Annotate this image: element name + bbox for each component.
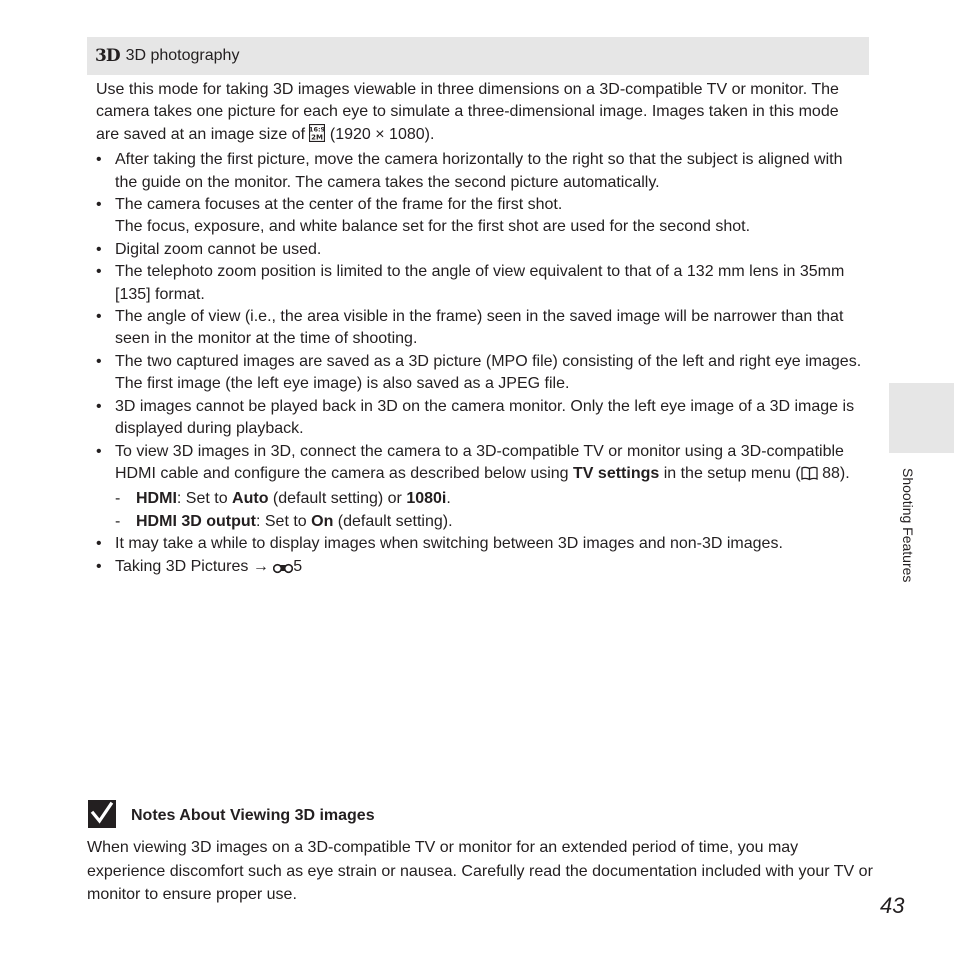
setting-name: HDMI 3D output	[136, 512, 256, 530]
page-number: 43	[880, 893, 905, 918]
sub-list-item	[115, 511, 862, 533]
list-item	[96, 556, 862, 581]
section-tab	[889, 383, 954, 453]
intro-text-1: Use this mode for taking 3D images viewable in three dimensions on a 3D-compatible TV or monitor. The camera takes one picture for each eye to simulate a three-dimensional image. Images taken in this mode are saved at an image size of	[96, 81, 839, 143]
list-item: • The two captured images are saved as a 3D picture (MPO file) consisting of the left and right eye images. The first image (the left eye image) is also saved as a JPEG file.	[96, 351, 862, 396]
list-item: • It may take a while to display images when switching between 3D images and non-3D images.	[96, 533, 862, 555]
sub-list	[115, 488, 862, 533]
setting-text: (default setting) or	[268, 490, 407, 508]
body-content	[96, 79, 862, 581]
setting-value: 1080i	[406, 490, 447, 508]
setting-value: On	[311, 512, 334, 530]
list-item	[96, 441, 862, 534]
svg-text:2M: 2M	[311, 133, 324, 142]
list-item-text: To view 3D images in 3D, connect the camera to a 3D-compatible TV or monitor using a 3D-compatible HDMI cable and configure the camera as described below using	[115, 442, 844, 482]
section-header	[87, 37, 869, 75]
section-tab-text: Shooting Features	[900, 468, 916, 583]
setting-name: HDMI	[136, 490, 177, 508]
intro-paragraph	[96, 79, 862, 149]
arrow-icon: →	[252, 557, 269, 575]
section-tab-label	[894, 468, 924, 623]
section-title: 3D photography	[125, 47, 240, 64]
sub-list-item	[115, 488, 862, 510]
list-item: • The angle of view (i.e., the area visible in the frame) seen in the saved image will be narrower than that seen in the monitor at the time of shooting.	[96, 306, 862, 351]
setting-value: Auto	[232, 490, 269, 508]
setting-text: (default setting).	[333, 512, 453, 530]
intro-text-2: (1920 × 1080).	[325, 125, 435, 143]
note-body: When viewing 3D images on a 3D-compatible TV or monitor for an extended period of time, you may experience discomfort such as eye strain or nausea. Carefully read the documentation included with your TV or monitor to ensure proper use.	[87, 839, 873, 903]
image-size-16-9-2m-icon	[309, 124, 325, 149]
list-item	[96, 194, 862, 239]
list-item-line: The focus, exposure, and white balance set for the first shot are used for the second shot.	[115, 218, 751, 236]
cross-reference-text: Taking 3D Pictures	[115, 557, 253, 575]
book-reference-icon	[801, 466, 818, 488]
menu-name-tv-settings: TV settings	[573, 464, 660, 482]
setting-text: : Set to	[176, 490, 233, 508]
setting-text: : Set to	[255, 512, 312, 530]
3d-mode-icon: 3D	[95, 46, 120, 66]
svg-text:16:9: 16:9	[309, 125, 326, 134]
list-item: • After taking the first picture, move the camera horizontally to the right so that the subject is aligned with the guide on the monitor. The camera takes the second picture automatically.	[96, 149, 862, 194]
list-item-text: in the setup menu (	[659, 464, 801, 482]
list-item-line: The camera focuses at the center of the frame for the first shot.	[115, 196, 563, 214]
reference-number: 5	[293, 557, 303, 575]
note-title: Notes About Viewing 3D images	[131, 807, 375, 824]
list-item: • The telephoto zoom position is limited to the angle of view equivalent to that of a 132 mm lens in 35mm [135] format.	[96, 261, 862, 306]
checkmark-note-icon	[87, 799, 117, 834]
page-reference: 88).	[817, 464, 850, 482]
setting-text: .	[446, 490, 451, 508]
notes-list	[96, 149, 862, 581]
reference-section-icon	[273, 559, 293, 581]
note-header	[87, 800, 375, 832]
list-item: • Digital zoom cannot be used.	[96, 239, 862, 261]
list-item: • 3D images cannot be played back in 3D on the camera monitor. Only the left eye image of a 3D image is displayed during playback.	[96, 396, 862, 441]
